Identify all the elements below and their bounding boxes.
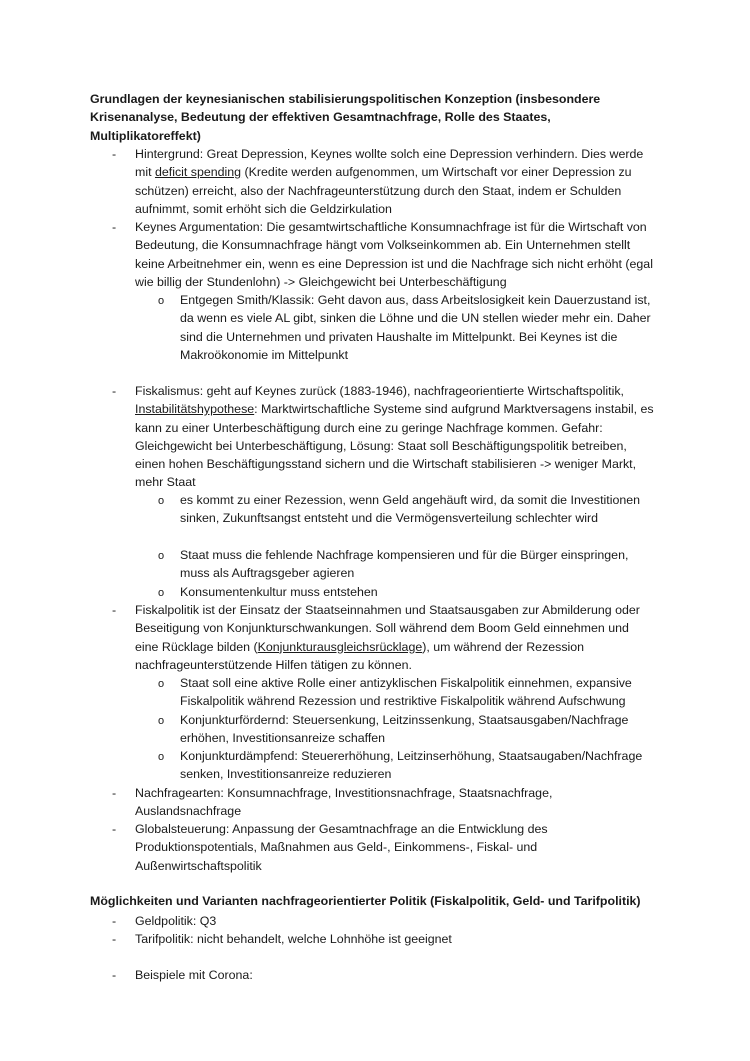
- text-run: Fiskalpolitik ist der Einsatz der Staatseinnahmen und Staatsausgaben zur Abmilderung oder Beseitigung von Konjunkturschwankungen. Soll während dem Boom Geld einnehmen und eine Rücklage bilden (: [135, 603, 640, 654]
- bullet-dash: -: [112, 384, 117, 398]
- underlined-term-instabilitaetshypothese: Instabilitätshypothese: [135, 402, 255, 417]
- list-item-konsumentenkultur: Konsumentenkultur muss entstehen: [180, 585, 378, 599]
- list-item-nachfragearten: Nachfragearten: Konsumnachfrage, Investitionsnachfrage, Staatsnachfrage, Auslandsnachfrage: [135, 786, 553, 819]
- bullet-circle: o: [158, 678, 165, 690]
- underlined-term-deficit-spending: deficit spending: [154, 165, 242, 180]
- list-item-konjunkturdaempfend: Konjunkturdämpfend: Steuererhöhung, Leitzinserhöhung, Staatsaugaben/Nachfrage senken, Investitionsanreize reduzieren: [180, 749, 643, 782]
- bullet-dash: -: [112, 786, 117, 800]
- list-item-fiskalpolitik: [135, 601, 655, 674]
- bullet-circle: o: [158, 715, 165, 727]
- list-item-staat-muss: Staat muss die fehlende Nachfrage kompensieren und für die Bürger einspringen, muss als Auftragsgeber agieren: [180, 548, 629, 581]
- underlined-term-konjunkturausgleichsruecklage: Konjunkturausgleichsrücklage: [257, 639, 423, 654]
- list-item-keynes-argumentation: Keynes Argumentation: Die gesamtwirtschaftliche Konsumnachfrage ist für die Wirtschaft von Bedeutung, die Konsumnachfrage hängt vom Volkseinkommen ab. Ein Unternehmen stellt keine Arbeitnehmer ein, wenn es eine Depression ist und die Nachfrage sich nicht erhöht (egal wie billig der Stundenlohn) -> Gleichgewicht bei Unterbeschäftigung: [135, 220, 653, 289]
- bullet-circle: o: [158, 495, 165, 507]
- list-item-fiskalismus: [135, 382, 655, 492]
- bullet-circle: o: [158, 295, 165, 307]
- bullet-dash: -: [112, 220, 117, 234]
- bullet-dash: -: [112, 822, 117, 836]
- section-heading-moeglichkeiten: Möglichkeiten und Varianten nachfrageorientierter Politik (Fiskalpolitik, Geld- und Tarifpolitik): [90, 894, 641, 908]
- text-run: Fiskalismus: geht auf Keynes zurück (1883-1946), nachfrageorientierte Wirtschaftspolitik,: [135, 384, 624, 398]
- list-item-tarifpolitik: Tarifpolitik: nicht behandelt, welche Lohnhöhe ist geeignet: [135, 932, 452, 946]
- text-run: (Kredite werden aufgenommen, um Wirtschaft vor einer Depression zu schützen) erreicht, also der Nachfrageunterstützung durch den Staat, indem er Schulden aufnimmt, somit erhöht sich die Geldzirkulation: [135, 165, 632, 216]
- bullet-dash: -: [112, 932, 117, 946]
- bullet-dash: -: [112, 968, 117, 982]
- list-item-entgegen-smith: Entgegen Smith/Klassik: Geht davon aus, dass Arbeitslosigkeit kein Dauerzustand ist, da wenn es viele AL gibt, sinken die Löhne und die UN stellen wieder mehr ein. Daher sind die Unternehmen und privaten Haushalte im Mittelpunkt. Bei Keynes ist die Makroökonomie im Mittelpunkt: [180, 293, 651, 362]
- list-item-hintergrund: [135, 145, 655, 218]
- bullet-dash: -: [112, 603, 117, 617]
- bullet-circle: o: [158, 587, 165, 599]
- list-item-konjunkturfoerdernd: Konjunkturfördernd: Steuersenkung, Leitzinssenkung, Staatsausgaben/Nachfrage erhöhen, Investitionsanreize schaffen: [180, 713, 629, 746]
- section-heading-grundlagen: Grundlagen der keynesianischen stabilisierungspolitischen Konzeption (insbesondere Krisenanalyse, Bedeutung der effektiven Gesamtnachfrage, Rolle des Staates, Multiplikatoreffekt): [90, 92, 601, 143]
- text-run: ), um während der Rezession nachfrageunterstützende Hilfen tätigen zu können.: [135, 639, 585, 672]
- bullet-circle: o: [158, 751, 165, 763]
- list-item-rezession: es kommt zu einer Rezession, wenn Geld angehäuft wird, da somit die Investitionen sinken, Zukunftsangst entsteht und die Vermögensverteilung schlechter wird: [180, 493, 641, 526]
- list-item-geldpolitik: Geldpolitik: Q3: [135, 914, 217, 928]
- bullet-dash: -: [112, 914, 117, 928]
- list-item-globalsteuerung: Globalsteuerung: Anpassung der Gesamtnachfrage an die Entwicklung des Produktionspotentials, Maßnahmen aus Geld-, Einkommens-, Fiskal- und Außenwirtschaftspolitik: [135, 822, 548, 873]
- list-item-corona: Beispiele mit Corona:: [135, 968, 253, 982]
- text-run: Hintergrund: Great Depression, Keynes wollte solch eine Depression verhindern. Dies werde mit: [135, 147, 644, 180]
- list-item-aktive-rolle: Staat soll eine aktive Rolle einer antizyklischen Fiskalpolitik einnehmen, expansive Fiskalpolitik während Rezession und restriktive Fiskalpolitik während Aufschwung: [180, 676, 632, 709]
- bullet-dash: -: [112, 147, 117, 161]
- bullet-circle: o: [158, 550, 165, 562]
- text-run: : Marktwirtschaftliche Systeme sind aufgrund Marktversagens instabil, es kann zu einer Unterbeschäftigung durch eine zu geringe Nachfrage kommen. Gefahr: Gleichgewicht bei Unterbeschäftigung, Lösung: Staat soll Beschäftigungspolitik betreiben, einen hohen Beschäftigungsstand sichern und die Wirtschaft stabilisieren -> weniger Markt, mehr Staat: [135, 402, 654, 490]
